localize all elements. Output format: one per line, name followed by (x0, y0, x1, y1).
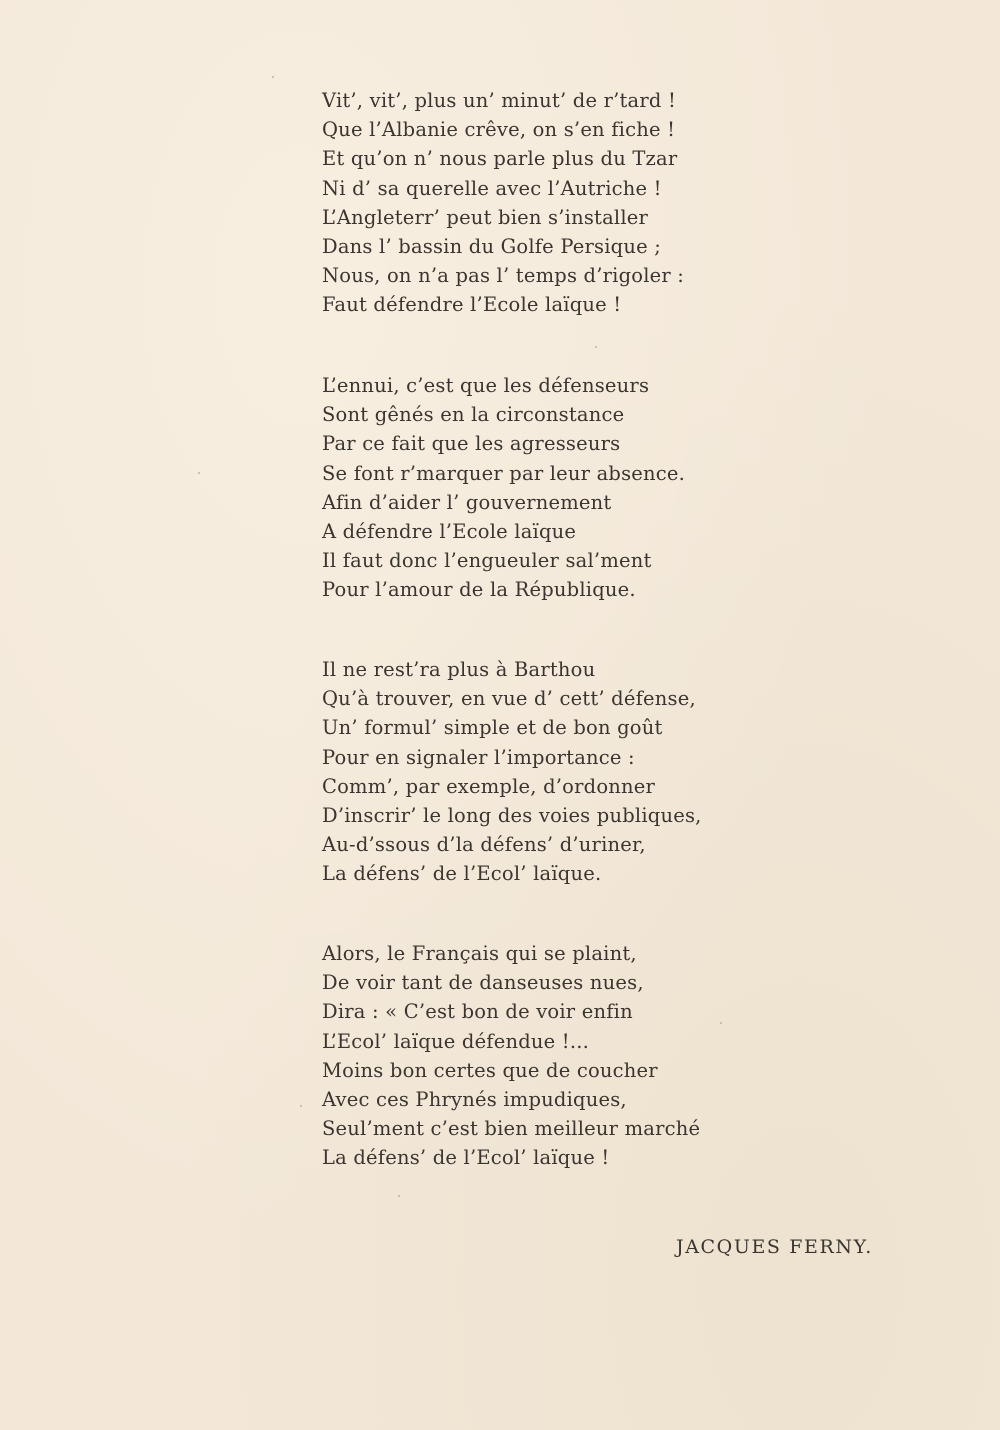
poem-line: Nous, on n’a pas l’ temps d’rigoler : (322, 264, 685, 288)
poem-line: L’ennui, c’est que les défenseurs (322, 374, 650, 397)
poem-line: Pour en signaler l’importance : (322, 745, 635, 769)
poem-stanza (322, 86, 684, 320)
poem-line: Alors, le Français qui se plaint, (322, 942, 637, 965)
poem-line: Il faut donc l’engueuler sal’ment (322, 549, 652, 573)
poem-line: Vit’, vit’, plus un’ minut’ de r’tard ! (322, 89, 677, 112)
poem-stanza (322, 371, 685, 605)
poem-line: Au-d’ssous d’la défens’ d’uriner, (322, 833, 646, 857)
paper-speck (720, 1022, 722, 1024)
poem-line: Sont gênés en la circonstance (322, 403, 625, 427)
poem-line: Pour l’amour de la République. (322, 578, 636, 602)
poem-line: Que l’Albanie crêve, on s’en fiche ! (322, 118, 676, 142)
poem-line: Un’ formul’ simple et de bon goût (322, 716, 663, 740)
paper-speck (595, 346, 597, 348)
poem-line: Dans l’ bassin du Golfe Persique ; (322, 234, 662, 258)
poem-line: Seul’ment c’est bien meilleur marché (322, 1117, 701, 1141)
poem-line: Moins bon certes que de coucher (322, 1058, 658, 1082)
paper-speck (272, 76, 274, 78)
poem-line: Dira : « C’est bon de voir enfin (322, 1000, 633, 1024)
poem-stanza (322, 939, 700, 1173)
poem-line: L’Angleterr’ peut bien s’installer (322, 205, 649, 229)
poem-line: Se font r’marquer par leur absence. (322, 461, 686, 485)
poem-line: La défens’ de l’Ecol’ laïque ! (322, 1146, 610, 1170)
paper-speck (198, 472, 200, 474)
paper-speck (300, 1105, 302, 1107)
poem-line: Faut défendre l’Ecole laïque ! (322, 293, 622, 317)
author-signature: JACQUES FERNY. (676, 1236, 873, 1258)
poem-line: De voir tant de danseuses nues, (322, 971, 644, 995)
poem-line: L’Ecol’ laïque défendue !... (322, 1029, 590, 1053)
poem-stanza (322, 655, 702, 889)
poem-line: D’inscrir’ le long des voies publiques, (322, 803, 702, 827)
poem-line: Comm’, par exemple, d’ordonner (322, 774, 656, 798)
paper-speck (398, 1195, 400, 1197)
poem-line: Il ne rest’ra plus à Barthou (322, 658, 596, 681)
poem-line: Par ce fait que les agresseurs (322, 432, 621, 456)
poem-line: A défendre l’Ecole laïque (322, 519, 577, 543)
poem-line: Et qu’on n’ nous parle plus du Tzar (322, 147, 678, 171)
poem-line: Afin d’aider l’ gouvernement (322, 490, 612, 514)
poem-line: Ni d’ sa querelle avec l’Autriche ! (322, 176, 662, 200)
poem-line: Qu’à trouver, en vue d’ cett’ défense, (322, 687, 696, 711)
poem-line: Avec ces Phrynés impudiques, (322, 1087, 627, 1111)
poem-line: La défens’ de l’Ecol’ laïque. (322, 862, 602, 886)
